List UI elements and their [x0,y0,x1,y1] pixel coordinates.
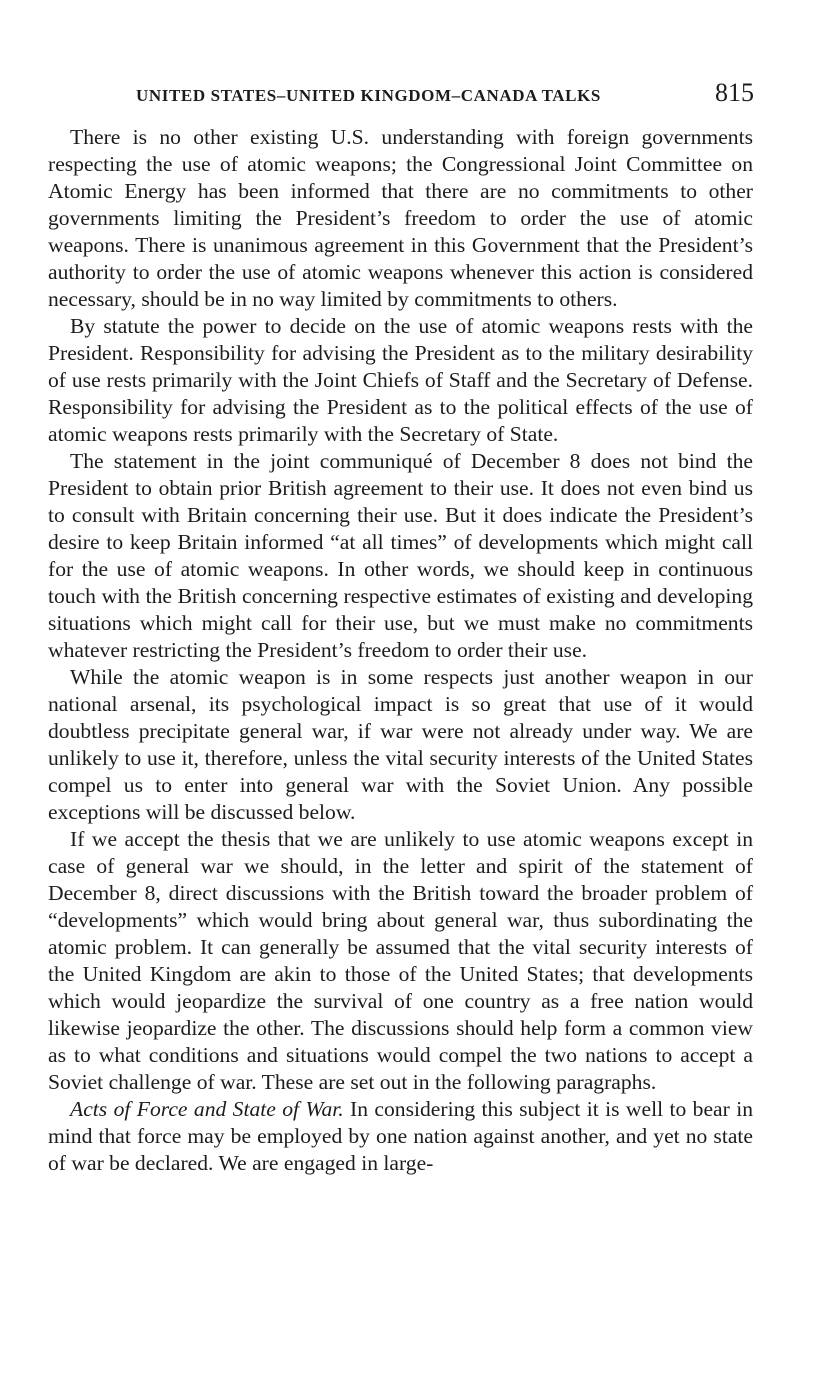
paragraph-3 [48,448,753,664]
paragraph-4-text: While the atomic weapon is in some respects just another weapon in our national arsenal, its psychological impact is so great that use of it would doubtless precipitate general war, if war were not already under way. We are unlikely to use it, therefore, unless the vital security interests of the United States compel us to enter into general war with the Soviet Union. Any possible exceptions will be discussed below. [48,665,753,824]
body-text [48,124,753,1177]
paragraph-2-text: By statute the power to decide on the use of atomic weapons rests with the President. Responsibility for advising the President as to the military desirability of use rests primarily with the Joint Chiefs of Staff and the Secretary of Defense. Responsibility for advising the President as to the political effects of the use of atomic weapons rests primarily with the Secretary of State. [48,314,753,446]
paragraph-1-text: There is no other existing U.S. understanding with foreign governments respecting the use of atomic weapons; the Congressional Joint Committee on Atomic Energy has been informed that there are no commitments to other governments limiting the President’s freedom to order the use of atomic weapons. There is unanimous agreement in this Government that the President’s authority to order the use of atomic weapons whenever this action is considered necessary, should be in no way limited by commitments to others. [48,125,753,311]
paragraph-6 [48,1096,753,1177]
paragraph-4 [48,664,753,826]
paragraph-6-text: In considering this subject it is well to bear in mind that force may be employed by one nation against another, and yet no state of war be declared. We are engaged in large- [48,1097,753,1175]
running-head: UNITED STATES–UNITED KINGDOM–CANADA TALKS [136,86,601,105]
paragraph-5 [48,826,753,1096]
section-heading-acts-of-force: Acts of Force and State of War. [70,1097,344,1121]
page-header [48,78,754,114]
paragraph-5-text: If we accept the thesis that we are unlikely to use atomic weapons except in case of general war we should, in the letter and spirit of the statement of December 8, direct discussions with the British toward the broader problem of “developments” which would bring about general war, thus subordinating the atomic problem. It can generally be assumed that the vital security interests of the United Kingdom are akin to those of the United States; that developments which would jeopardize the survival of one country as a free nation would likewise jeopardize the other. The discussions should help form a common view as to what conditions and situations would compel the two nations to accept a Soviet challenge of war. These are set out in the following paragraphs. [48,827,753,1094]
paragraph-3-text: The statement in the joint communiqué of December 8 does not bind the President to obtain prior British agreement to their use. It does not even bind us to consult with Britain concerning their use. But it does indicate the President’s desire to keep Britain informed “at all times” of developments which might call for the use of atomic weapons. In other words, we should keep in continuous touch with the British concerning respective estimates of existing and developing situations which might call for their use, but we must make no commitments whatever restricting the President’s freedom to order their use. [48,449,753,662]
paragraph-2 [48,313,753,448]
page-number: 815 [715,78,754,107]
paragraph-1 [48,124,753,313]
